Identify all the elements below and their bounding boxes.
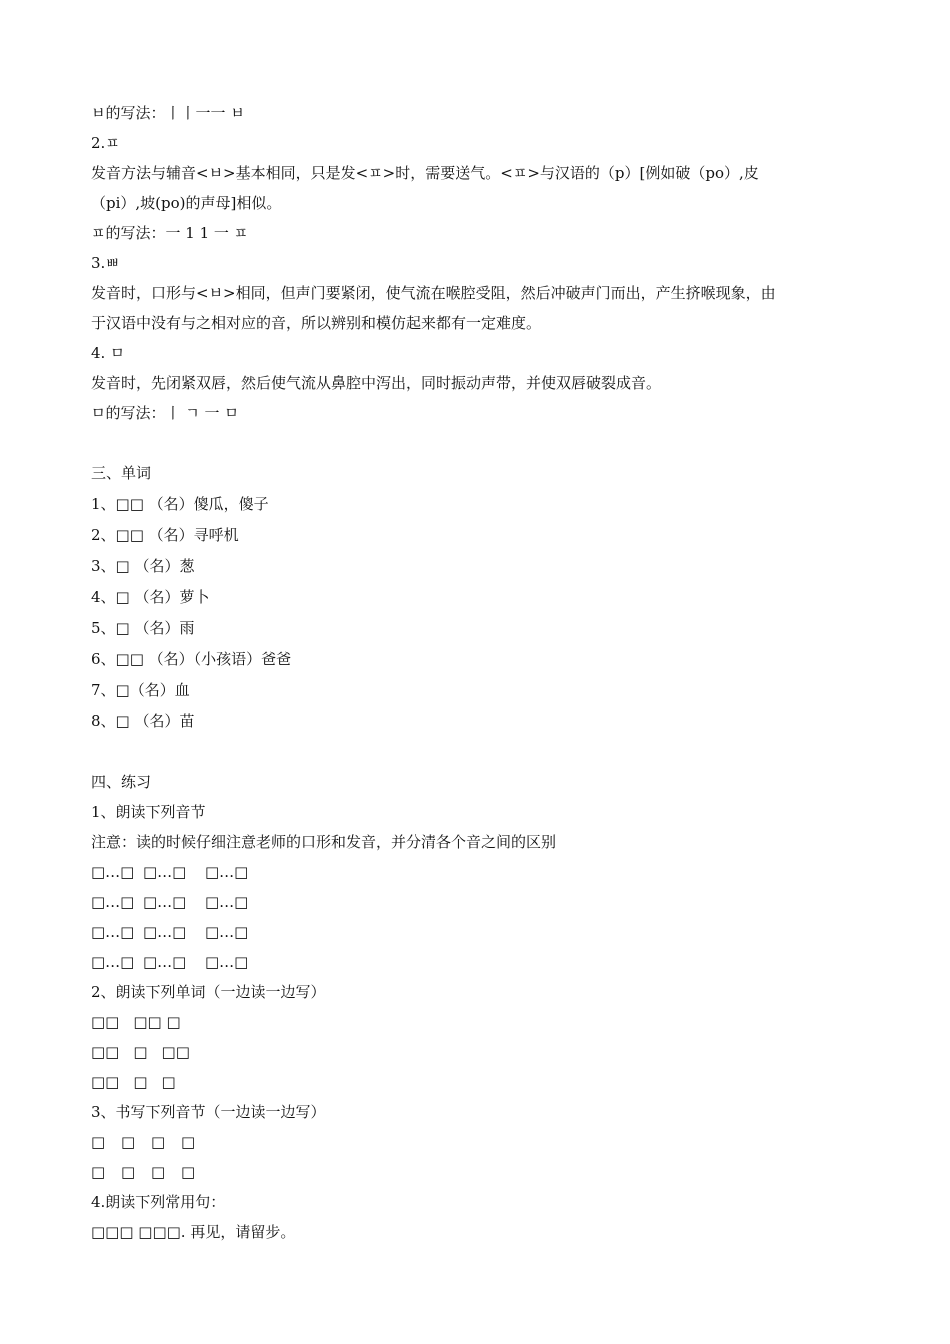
practice-heading: 四、练习	[91, 773, 152, 791]
syllable-row: □…□ □…□ □…□	[91, 893, 249, 911]
syllable-row: □…□ □…□ □…□	[91, 923, 249, 941]
word-item: 4、□ （名）萝卜	[91, 588, 210, 606]
word-item: 2、□□ （名）寻呼机	[91, 526, 239, 544]
mieum-description: 发音时，先闭紧双唇，然后使气流从鼻腔中泻出，同时振动声带，并使双唇破裂成音。	[91, 374, 662, 392]
pieup-stroke-order: ㅍ的写法：一 1 1 一 ㅍ	[91, 224, 249, 242]
writing-practice-row: □ □ □ □	[91, 1133, 196, 1151]
word-item: 7、□（名）血	[91, 681, 190, 699]
pieup-description-line-2: （pi）,坡(po)的声母]相似。	[91, 194, 282, 212]
practice-q3-title: 3、书写下列音节（一边读一边写）	[91, 1103, 326, 1121]
ssangbieup-description-line-2: 于汉语中没有与之相对应的音，所以辨别和模仿起来都有一定难度。	[91, 314, 542, 332]
ssangbieup-heading: 3.ㅃ	[91, 254, 120, 272]
word-practice-row: □□ □□ □	[91, 1013, 181, 1031]
practice-q1-title: 1、朗读下列音节	[91, 803, 206, 821]
word-item: 8、□ （名）苗	[91, 712, 195, 730]
spacer	[91, 428, 871, 458]
syllable-row: □…□ □…□ □…□	[91, 953, 249, 971]
practice-q1-note: 注意：读的时候仔细注意老师的口形和发音，并分清各个音之间的区别	[91, 833, 557, 851]
spacer	[91, 737, 871, 767]
word-item: 6、□□ （名）（小孩语）爸爸	[91, 650, 292, 668]
writing-practice-row: □ □ □ □	[91, 1163, 196, 1181]
syllable-row: □…□ □…□ □…□	[91, 863, 249, 881]
mieum-heading: 4. ㅁ	[91, 344, 125, 362]
pieup-description-line-1: 发音方法与辅音<ㅂ>基本相同，只是发<ㅍ>时，需要送气。<ㅍ>与汉语的（p）[例如破（po）,皮	[91, 164, 759, 182]
common-phrase: □□□ □□□. 再见，请留步。	[91, 1223, 296, 1241]
document-content	[91, 98, 871, 1247]
words-heading: 三、单词	[91, 464, 152, 482]
word-item: 5、□ （名）雨	[91, 619, 195, 637]
word-practice-row: □□ □ □	[91, 1073, 176, 1091]
ssangbieup-description-line-1: 发音时，口形与<ㅂ>相同，但声门要紧闭，使气流在喉腔受阻，然后冲破声门而出，产生挤喉现象，由	[91, 284, 776, 302]
word-item: 1、□□ （名）傻瓜，傻子	[91, 495, 269, 513]
bieup-stroke-order: ㅂ的写法：丨丨一一 ㅂ	[91, 104, 245, 122]
mieum-stroke-order: ㅁ的写法：丨 ㄱ 一 ㅁ	[91, 404, 239, 422]
practice-q2-title: 2、朗读下列单词（一边读一边写）	[91, 983, 326, 1001]
practice-q4-title: 4.朗读下列常用句：	[91, 1193, 226, 1211]
pieup-heading: 2.ㅍ	[91, 134, 120, 152]
word-practice-row: □□ □ □□	[91, 1043, 190, 1061]
word-item: 3、□ （名）葱	[91, 557, 195, 575]
